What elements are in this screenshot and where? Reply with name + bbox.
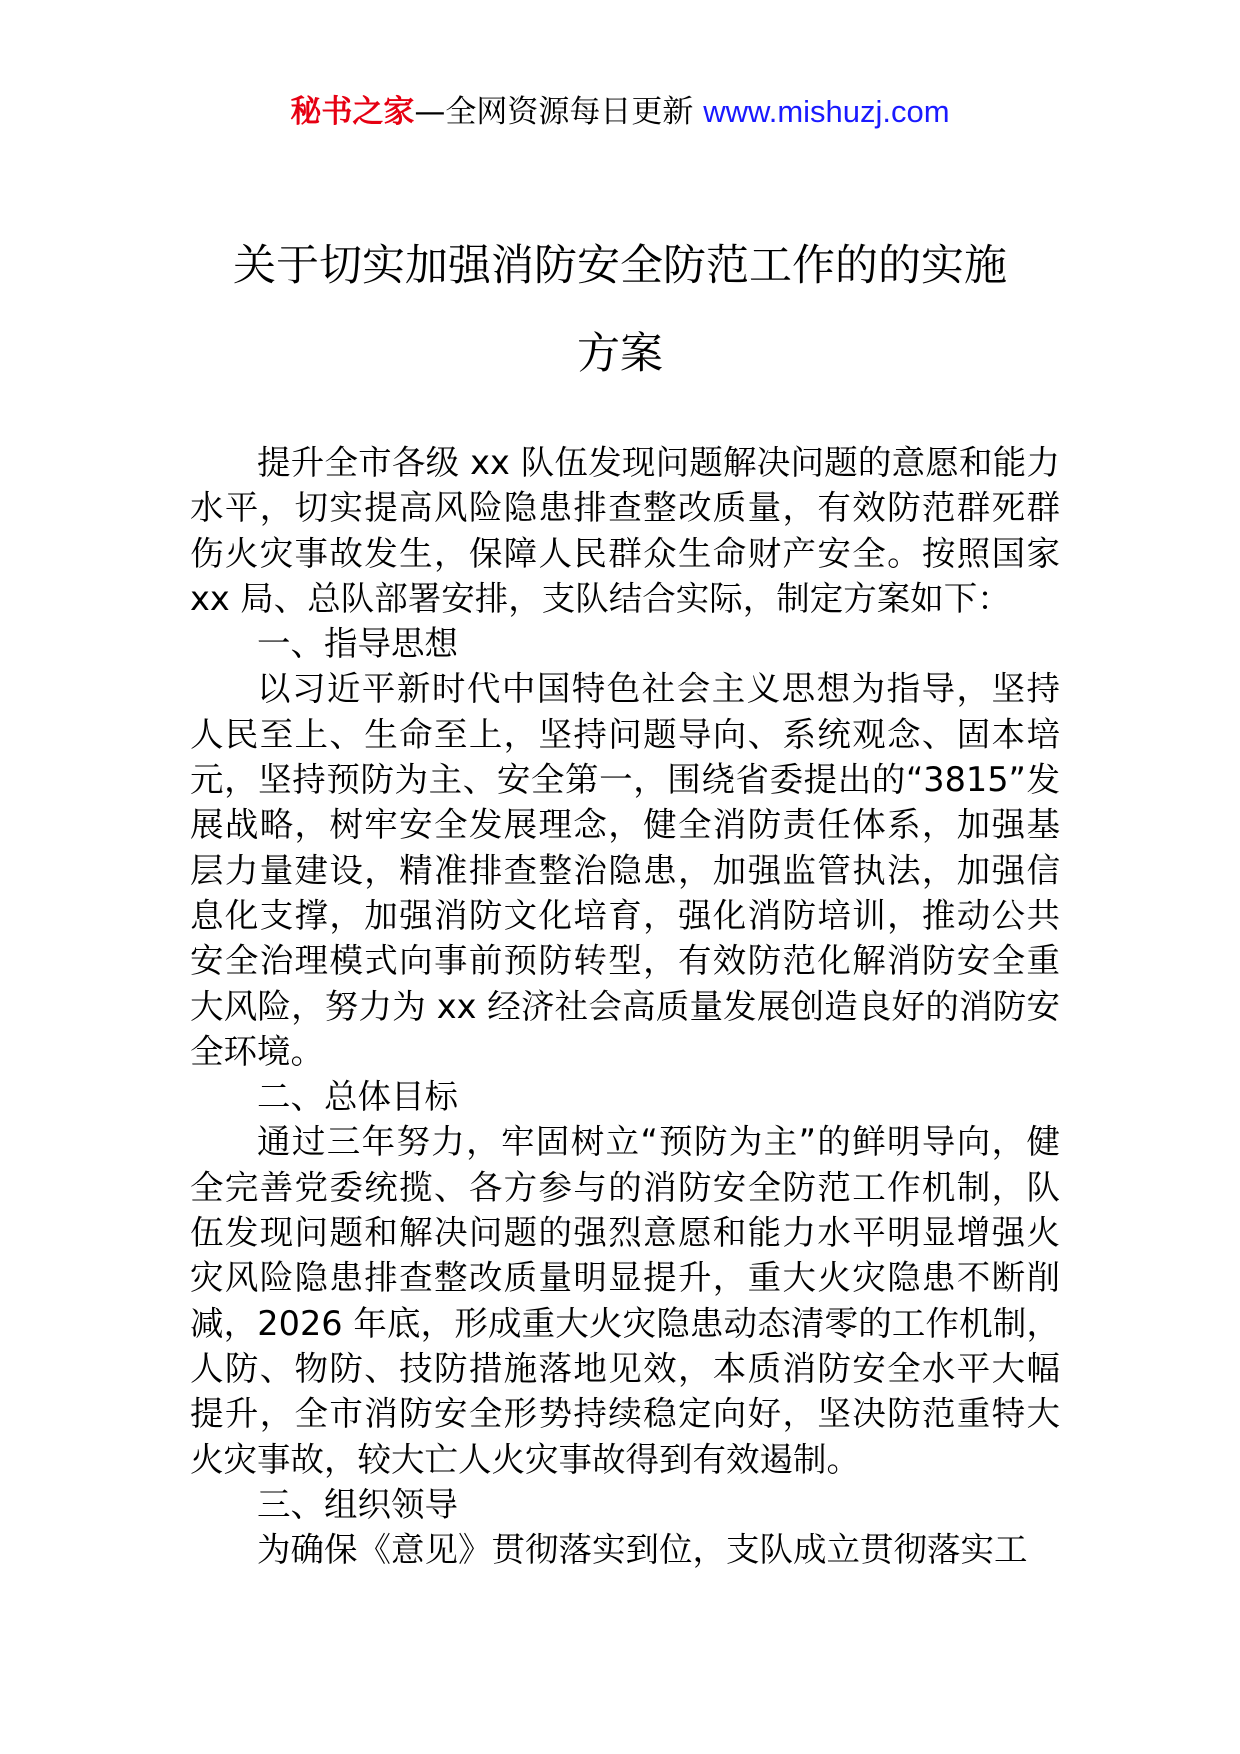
document-title <box>100 222 1140 398</box>
site-tagline: —全网资源每日更新 <box>414 94 704 130</box>
section-heading-organization: 三、组织领导 <box>257 1484 458 1524</box>
document-body <box>190 440 1060 1572</box>
section-heading-overall-goals: 二、总体目标 <box>257 1077 458 1117</box>
intro-paragraph: 提升全市各级 xx 队伍发现问题解决问题的意愿和能力水平，切实提高风险隐患排查整改质量，有效防范群死群伤火灾事故发生，保障人民群众生命财产安全。按照国家 xx 局、总队部署安排，支队结合实际，制定方案如下： <box>190 443 1060 618</box>
site-url-link[interactable]: www.mishuzj.com <box>703 94 950 129</box>
title-line-2: 方案 <box>577 329 663 379</box>
title-line-1: 关于切实加强消防安全防范工作的的实施 <box>233 241 1007 291</box>
organization-paragraph: 为确保《意见》贯彻落实到位，支队成立贯彻落实工 <box>257 1530 1028 1570</box>
overall-goals-paragraph: 通过三年努力，牢固树立“预防为主”的鲜明导向，健全完善党委统揽、各方参与的消防安全防范工作机制，队伍发现问题和解决问题的强烈意愿和能力水平明显增强火灾风险隐患排查整改质量明显提升，重大火灾隐患不断削减，2026 年底，形成重大火灾隐患动态清零的工作机制，人防、物防、技防措施落地见效，本质消防安全水平大幅提升，全市消防安全形势持续稳定向好，坚决防范重特大火灾事故，较大亡人火灾事故得到有效遏制。 <box>190 1122 1060 1479</box>
section-heading-guiding-ideology: 一、指导思想 <box>257 624 458 664</box>
site-brand: 秘书之家 <box>290 94 415 130</box>
guiding-ideology-paragraph: 以习近平新时代中国特色社会主义思想为指导，坚持人民至上、生命至上，坚持问题导向、系统观念、固本培元，坚持预防为主、安全第一，围绕省委提出的“3815”发展战略，树牢安全发展理念，健全消防责任体系，加强基层力量建设，精准排查整治隐患，加强监管执法，加强信息化支撑，加强消防文化培育，强化消防培训，推动公共安全治理模式向事前预防转型，有效防范化解消防安全重大风险，努力为 xx 经济社会高质量发展创造良好的消防安全环境。 <box>190 669 1060 1071</box>
site-header <box>0 92 1240 132</box>
